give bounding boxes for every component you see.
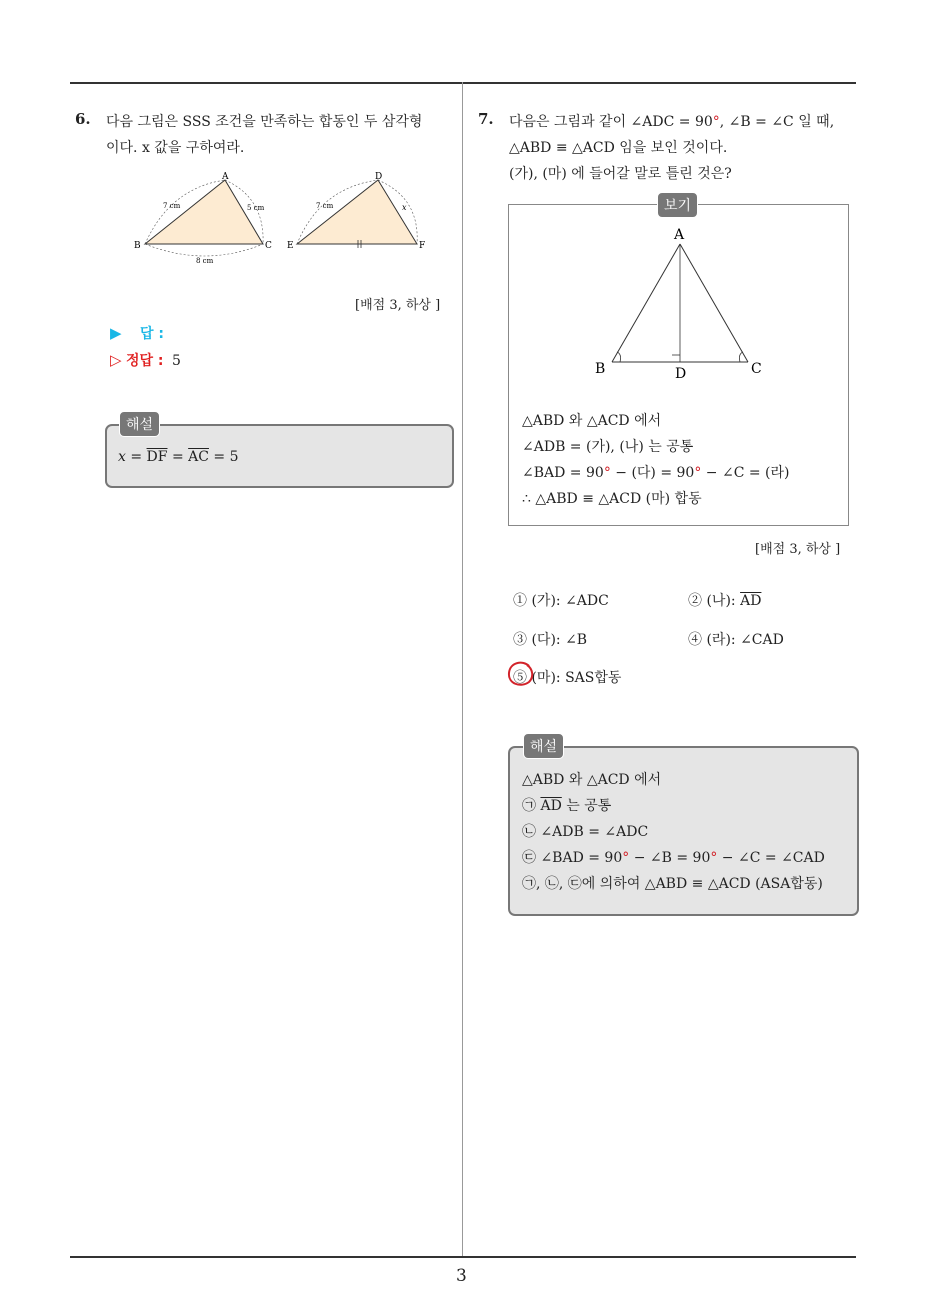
option-2[interactable]: [688, 590, 761, 610]
option-4-mark: ④: [688, 632, 702, 648]
option-5-text: (마): SAS합동: [531, 670, 622, 686]
option-3[interactable]: [513, 629, 587, 649]
label-a: A: [222, 172, 229, 182]
q6-answer-row: [110, 323, 164, 343]
fig-label-a: A: [674, 227, 685, 243]
option-5-mark: ⑤: [513, 670, 527, 686]
fig-label-d: D: [675, 366, 687, 382]
q6-score: [배점 3, 하상 ]: [355, 298, 441, 313]
q6-text-line1: 다음 그림은 SSS 조건을 만족하는 합동인 두 삼각형: [106, 114, 423, 130]
q6-explain-text: [118, 449, 239, 465]
q7-explain-line1: △ABD 와 △ACD 에서: [522, 772, 662, 788]
label-de: 7 cm: [316, 202, 334, 210]
q7-figure: [590, 222, 770, 382]
q6-correct-row: [110, 350, 181, 370]
label-bc: 8 cm: [196, 257, 214, 265]
q7-bogi-tag: 보기: [657, 192, 698, 218]
q6-number: 6.: [75, 110, 91, 128]
option-3-mark: ③: [513, 632, 527, 648]
play-icon: ▶: [110, 324, 122, 342]
q7-text-line3: (가), (마) 에 들어갈 말로 틀린 것은?: [509, 166, 732, 182]
q7-explain-line5: ㉠, ㉡, ㉢에 의하여 △ABD ≡ △ACD (ASA합동): [522, 876, 823, 892]
answer-circle-mark: [505, 660, 537, 690]
q7-explain-tag: 해설: [523, 733, 564, 759]
triangle-abc: [145, 180, 263, 244]
q7-explain-line2: ㉠ $\overline{AD}$ 는 공통: [522, 798, 612, 814]
option-2-mark: ②: [688, 593, 702, 609]
label-c: C: [265, 241, 272, 251]
label-e: E: [287, 241, 294, 251]
label-ac: 5 cm: [247, 204, 265, 212]
bogi-line4: ∴ △ABD ≡ △ACD (마) 합동: [522, 491, 702, 507]
fig-label-b: B: [595, 361, 606, 377]
q6-answer-label: 답 :: [140, 326, 164, 342]
arc-bc: [145, 244, 263, 256]
q6-correct-value: 5: [171, 353, 181, 369]
q7-score: [배점 3, 하상 ]: [755, 542, 841, 557]
bogi-line2: ∠ADB = (가), (나) 는 공통: [522, 439, 694, 455]
q6-text-line2: 이다. x 값을 구하여라.: [106, 140, 245, 156]
option-2-text: (나): $\overline{AD}$: [706, 593, 762, 609]
option-4-text: (라): ∠CAD: [706, 632, 784, 648]
bogi-line1: △ABD 와 △ACD 에서: [522, 413, 662, 429]
q7-text-line2: △ABD ≡ △ACD 임을 보인 것이다.: [509, 140, 728, 156]
page-number: 3: [456, 1266, 467, 1286]
fig-label-c: C: [751, 361, 762, 377]
label-d: D: [375, 172, 383, 182]
column-divider: [462, 82, 463, 1258]
outline-play-icon: ▷: [110, 351, 122, 369]
triangle-def: [297, 180, 417, 244]
q6-explain-formula: $x = \overline{DF} = \overline{AC} = 5$: [118, 449, 239, 465]
q7-explain-line4: ㉢ ∠BAD = 90° − ∠B = 90° − ∠C = ∠CAD: [522, 850, 825, 866]
option-3-text: (다): ∠B: [531, 632, 588, 648]
bottom-rule: [70, 1256, 856, 1258]
option-1-text: (가): ∠ADC: [531, 593, 609, 609]
option-4[interactable]: [688, 629, 784, 649]
q7-text-line1: 다음은 그림과 같이 ∠ADC = 90°, ∠B = ∠C 일 때,: [509, 114, 835, 130]
q7-explain-line3: ㉡ ∠ADB = ∠ADC: [522, 824, 649, 840]
option-1[interactable]: [513, 590, 609, 610]
label-b: B: [134, 241, 141, 251]
label-f: F: [419, 241, 426, 251]
q6-correct-label: 정답 :: [126, 353, 164, 369]
q7-number: 7.: [478, 110, 494, 128]
label-ab: 7 cm: [163, 202, 181, 210]
label-df: x: [402, 203, 407, 212]
q6-explain-tag: 해설: [119, 411, 160, 437]
top-rule: [70, 82, 856, 84]
bogi-line3: ∠BAD = 90° − (다) = 90° − ∠C = (라): [522, 465, 790, 481]
q6-figure: [130, 168, 430, 268]
option-1-mark: ①: [513, 593, 527, 609]
